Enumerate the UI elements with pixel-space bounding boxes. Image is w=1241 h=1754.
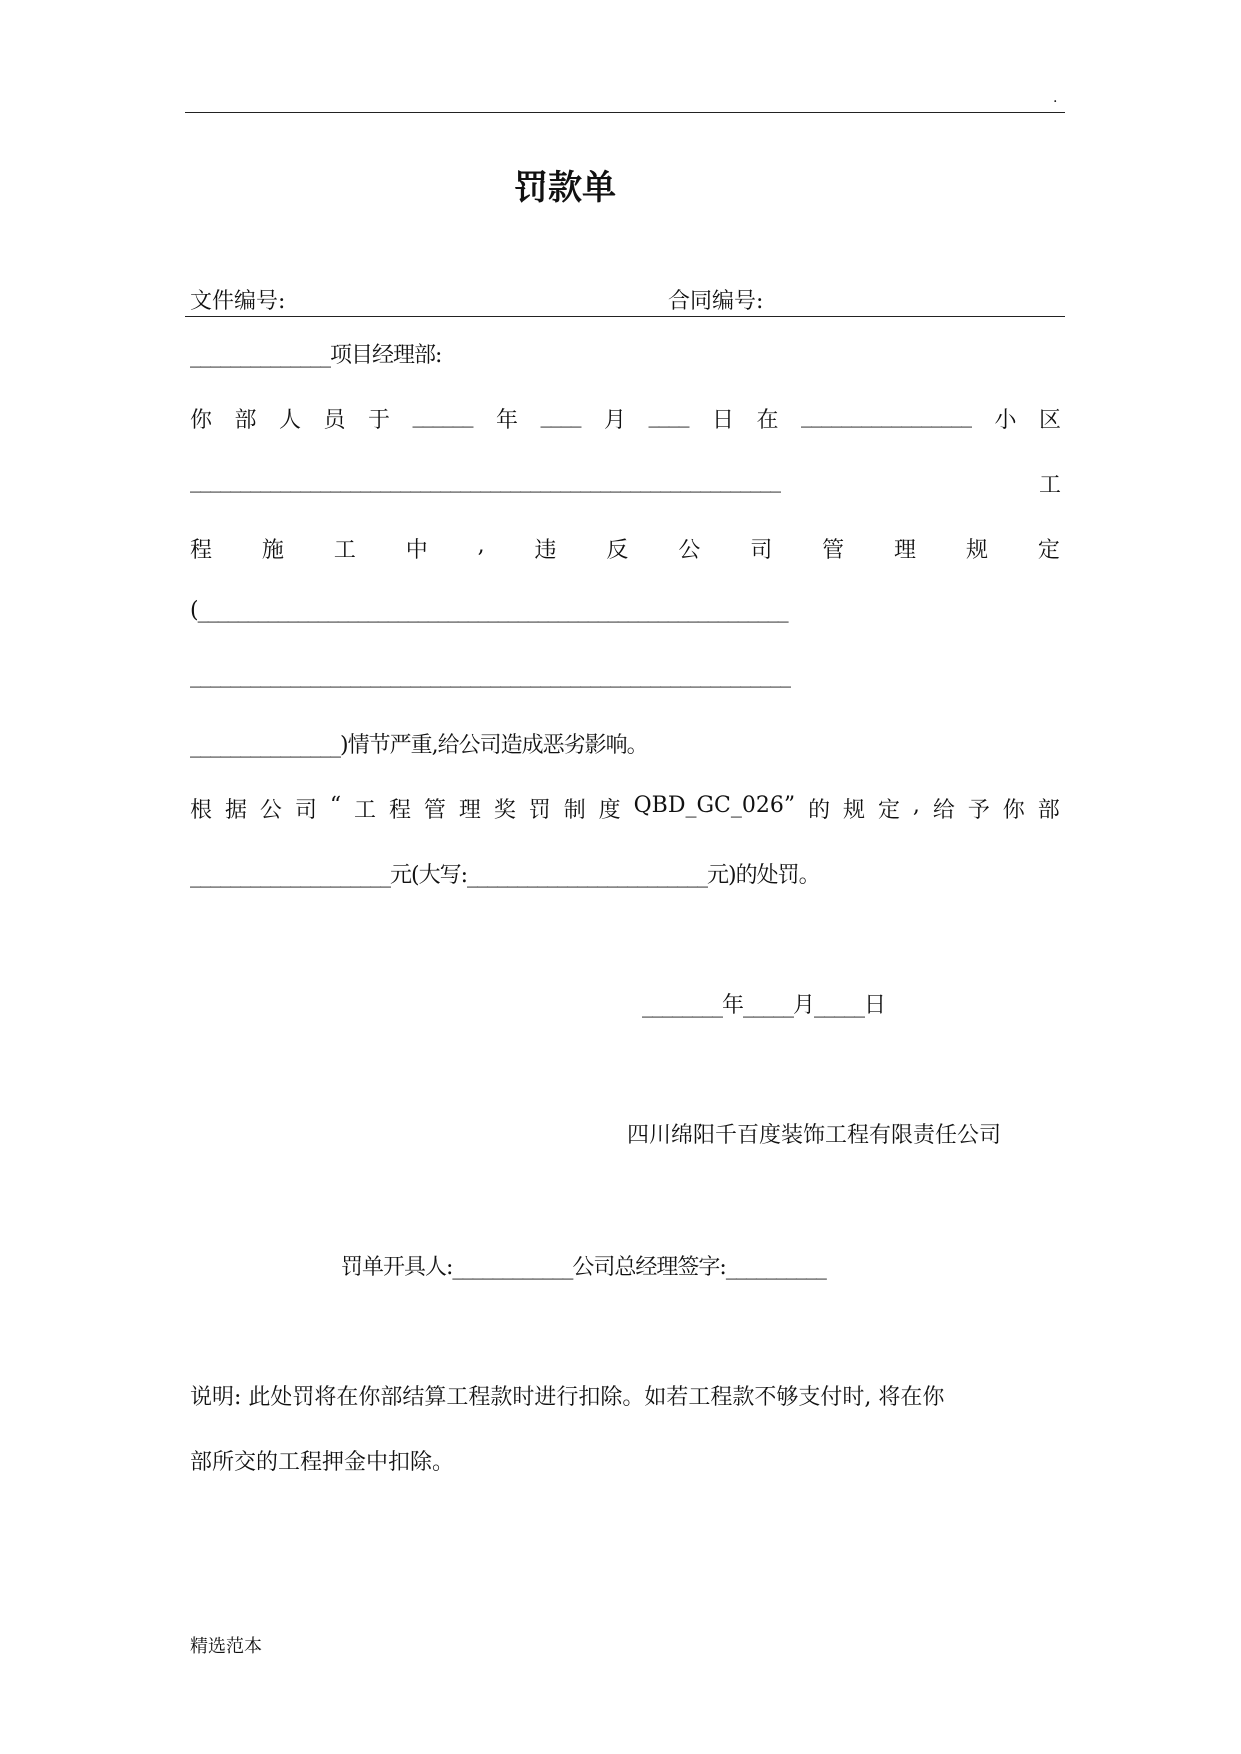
company-name: 四川绵阳千百度装饰工程有限责任公司: [627, 1123, 1002, 1148]
text-segment: 定: [1037, 538, 1060, 563]
text-segment: 程: [388, 798, 411, 823]
text-segment: 理: [894, 538, 917, 563]
text-segment: 据: [224, 798, 247, 823]
body-line-6: _______________)情节严重,给公司造成恶劣影响。: [190, 733, 648, 758]
text-segment: 理: [458, 798, 481, 823]
text-segment: 规: [965, 538, 988, 563]
text-segment: 公: [678, 538, 701, 563]
document-title: 罚款单: [514, 168, 616, 208]
text-segment: ______: [412, 403, 473, 428]
text-segment: 违: [534, 538, 557, 563]
text-segment: 工: [1038, 473, 1060, 498]
text-segment: 度: [598, 798, 621, 823]
date-line: ________年_____月_____日: [642, 993, 886, 1018]
text-segment: 人: [279, 408, 301, 433]
text-segment: 施: [261, 538, 284, 563]
footer-label: 精选范本: [190, 1636, 262, 1657]
text-segment: 奖: [493, 798, 516, 823]
text-segment: 定: [877, 798, 900, 823]
text-segment: ,: [912, 793, 920, 818]
text-segment: 中: [405, 538, 428, 563]
text-segment: 司: [750, 538, 773, 563]
body-line-5: ____________________________________________________________: [190, 663, 790, 688]
text-segment: ____: [648, 403, 689, 428]
text-segment: _________________: [800, 403, 971, 428]
text-segment: “: [329, 793, 342, 818]
text-segment: 日: [711, 408, 733, 433]
note-line-2: 部所交的工程押金中扣除。: [190, 1450, 455, 1475]
dept-line: ______________项目经理部:: [190, 343, 442, 368]
text-segment: 员: [323, 408, 345, 433]
text-segment: 小: [994, 408, 1016, 433]
text-segment: 你: [190, 408, 212, 433]
note-line-1: 说明: 此处罚将在你部结算工程款时进行扣除。如若工程款不够支付时, 将在你: [190, 1385, 945, 1410]
text-segment: 在: [756, 408, 778, 433]
text-segment: 制: [563, 798, 586, 823]
text-segment: 年: [495, 408, 517, 433]
issuer-signature-line: 罚单开具人:____________公司总经理签字:__________: [341, 1255, 826, 1280]
text-segment: 予: [967, 798, 990, 823]
text-segment: ____: [540, 403, 581, 428]
header-rule: [185, 112, 1065, 113]
text-segment: 管: [423, 798, 446, 823]
text-segment: 工: [333, 538, 356, 563]
text-segment: 部: [234, 408, 256, 433]
body-line-7: [190, 793, 1060, 824]
text-segment: 的: [808, 798, 831, 823]
text-segment: 反: [606, 538, 629, 563]
text-segment: QBD_GC_026”: [633, 793, 796, 818]
body-line-1: [190, 403, 1060, 434]
body-line-3: [190, 533, 1060, 564]
text-segment: 根: [190, 798, 213, 823]
text-segment: 部: [1037, 798, 1060, 823]
file-number-label: 文件编号:: [190, 289, 286, 314]
text-segment: 管: [822, 538, 845, 563]
text-segment: 罚: [528, 798, 551, 823]
text-segment: 规: [843, 798, 866, 823]
text-segment: 司: [294, 798, 317, 823]
text-segment: 区: [1038, 408, 1060, 433]
text-segment: ,: [477, 533, 485, 558]
body-line-2: [190, 468, 1060, 499]
text-segment: 给: [932, 798, 955, 823]
text-segment: 月: [603, 408, 625, 433]
contract-number-label: 合同编号:: [668, 289, 764, 314]
text-segment: 于: [368, 408, 390, 433]
text-segment: 程: [190, 538, 213, 563]
text-segment: 公: [259, 798, 282, 823]
field-rule: [185, 316, 1065, 317]
body-line-8: ____________________元(大写:________________________元)的处罚。: [190, 863, 820, 888]
header-dot: .: [1053, 90, 1058, 106]
text-segment: ___________________________________________________________: [190, 468, 780, 493]
text-segment: 你: [1002, 798, 1025, 823]
text-segment: 工: [354, 798, 377, 823]
body-line-4: (___________________________________________________________: [190, 598, 788, 623]
